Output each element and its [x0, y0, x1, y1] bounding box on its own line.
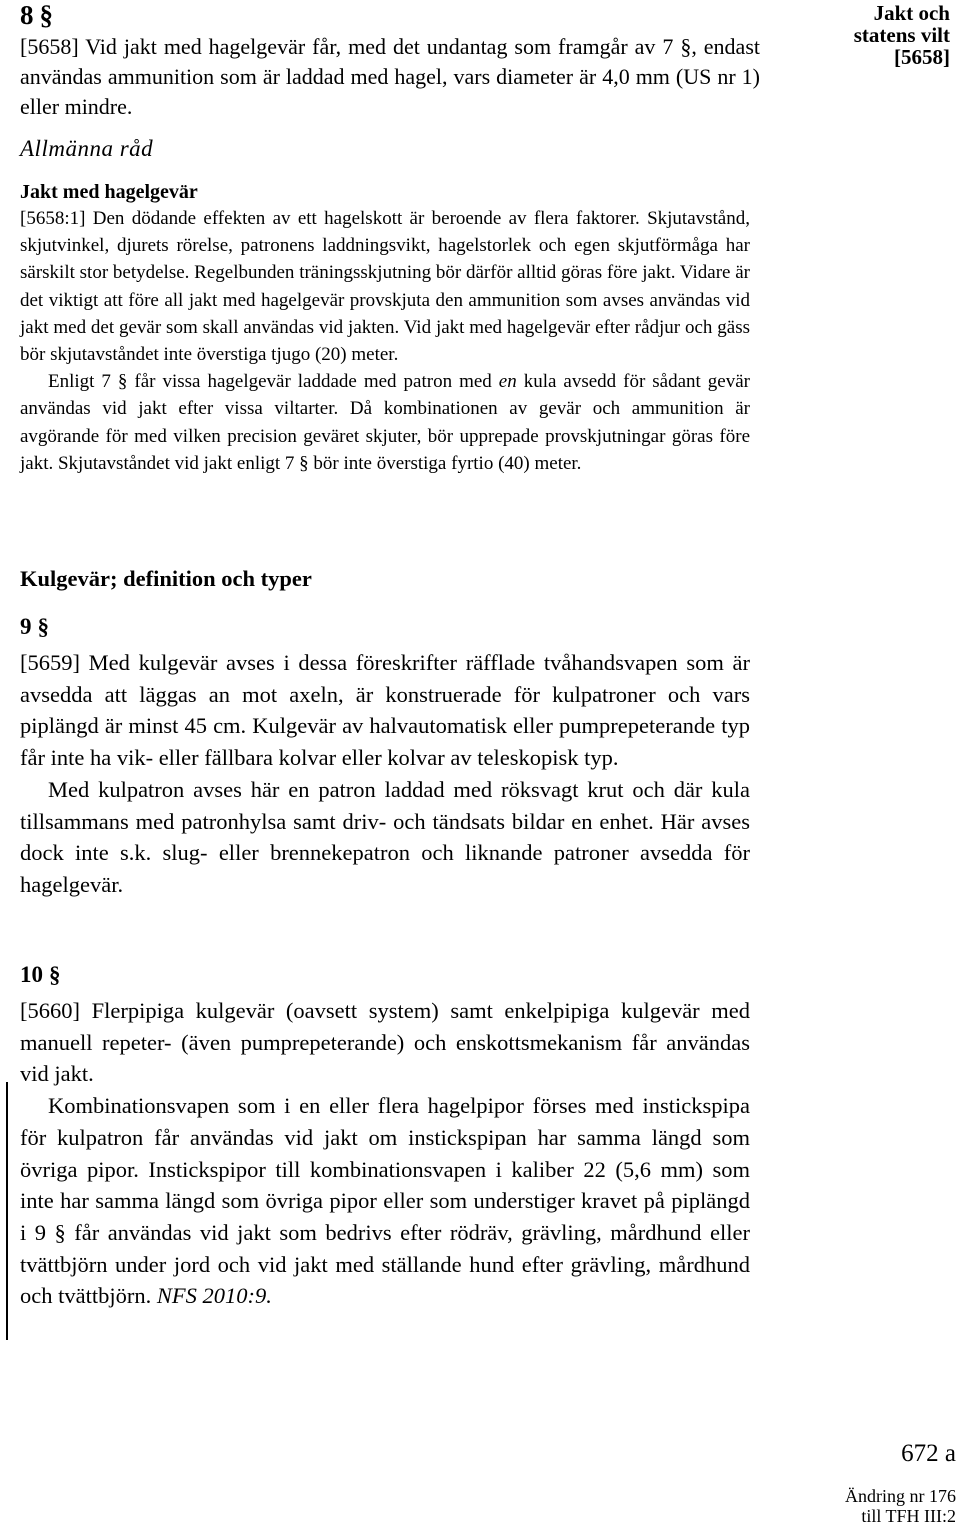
change-note-line1: Ändring nr 176	[845, 1486, 956, 1506]
section-9	[20, 612, 750, 901]
section-9-paragraph-2: Med kulpatron avses här en patron laddad med röksvagt krut och där kula tillsammans med patronhylsa samt driv- och tändsats bildar en enhet. Här avses dock inte s.k. slug- eller brennekepatron och liknande patroner avsedda för hagelgevär.	[20, 776, 750, 897]
general-advice-subheading: Jakt med hagelgevär	[20, 181, 198, 203]
margin-header-line2: statens vilt	[853, 23, 950, 47]
change-bar	[6, 1082, 8, 1340]
emphasis: en	[498, 371, 517, 393]
section-8	[20, 0, 760, 122]
paragraph-sign: §	[49, 962, 61, 987]
section-10-paragraph-1: [5660] Flerpipiga kulgevär (oavsett system) samt enkelpipiga kulgevär med manuell repeter- (även pumprepeterande) och enskottsmekanism får användas vid jakt.	[20, 998, 750, 1087]
general-advice-paragraph-1: [5658:1] Den dödande effekten av ett hagelskott är beroende av flera faktorer. Skjutavstånd, skjutvinkel, djurets rörelse, patronens laddningsvikt, hagelstorlek och egen skjutförmåga har särskilt stor betydelse. Regelbunden träningsskjutning bör därför alltid göras före jakt. Vidare är det viktigt att före all jakt med hagelgevär provskjuta den ammunition som avses användas vid jakt med det gevär som skall användas vid jakten. Vid jakt med hagelgevär efter rådjur och gäss bör skjutavståndet inte överstiga tjugo (20) meter.	[20, 208, 750, 366]
section-8-text: [5658] Vid jakt med hagelgevär får, med det undantag som framgår av 7 §, endast användas ammunition som är laddad med hagel, vars diameter är 4,0 mm (US nr 1) eller mindre.	[20, 34, 760, 119]
text-run: kula avsedd för sådant gevär användas vid jakt efter vissa viltarter. Då kombinationen av gevär och ammunition är avgörande för med vilken precision geväret skjuter, bör upprepade provskjutningar göras före jakt. Skjutavståndet vid jakt enligt 7 § bör inte överstiga fyrtio (40) meter.	[20, 371, 750, 474]
section-10-heading	[20, 960, 750, 990]
general-advice	[20, 136, 750, 162]
section-9-paragraph-1: [5659] Med kulgevär avses i dessa föreskrifter räfflade tvåhandsvapen som är avsedda att läggas an mot axeln, är konstruerade för kulpatroner och vars piplängd är minst 45 cm. Kulgevär av halvautomatisk eller pumprepeterande typ får inte ha vik- eller fällbara kolvar eller kolvar av teleskopisk typ.	[20, 650, 750, 771]
section-number: 10	[20, 962, 43, 987]
general-advice-paragraph-2	[20, 368, 750, 477]
section-number: 9	[20, 614, 32, 639]
margin-header	[854, 2, 950, 68]
general-advice-heading: Allmänna råd	[20, 136, 154, 161]
source-reference: NFS 2010:9.	[156, 1283, 272, 1309]
paragraph-sign: §	[37, 614, 49, 639]
text-run: Kombinationsvapen som i en eller flera hagelpipor förses med instickspipa för kulpatron får användas vid jakt om instickspipan har samma längd som övriga pipor. Instickspipor till kombinationsvapen i kaliber 22 (5,6 mm) som inte har samma längd som övriga pipor eller som understiger kravet på piplängd i 9 § får användas vid jakt som bedrivs efter rödräv, grävling, mårdhund eller tvättbjörn under jord och vid jakt med ställande hund efter grävling, mårdhund och tvättbjörn.	[20, 1093, 750, 1309]
section-number: 8	[20, 0, 34, 30]
change-note-line2: till TFH III:2	[861, 1506, 956, 1526]
section-9-heading	[20, 612, 750, 642]
section-10-paragraph-2	[20, 1090, 750, 1312]
paragraph-sign: §	[39, 0, 53, 30]
margin-header-line1: Jakt och	[873, 1, 950, 25]
change-note	[845, 1486, 956, 1526]
general-advice-body	[20, 181, 750, 477]
page-number: 672 a	[901, 1440, 956, 1467]
section-10	[20, 960, 750, 1312]
margin-header-ref: [5658]	[894, 45, 950, 69]
text-run: Enligt 7 § får vissa hagelgevär laddade med patron med	[48, 371, 499, 393]
chapter-heading: Kulgevär; definition och typer	[20, 566, 312, 591]
section-8-heading	[20, 0, 760, 30]
